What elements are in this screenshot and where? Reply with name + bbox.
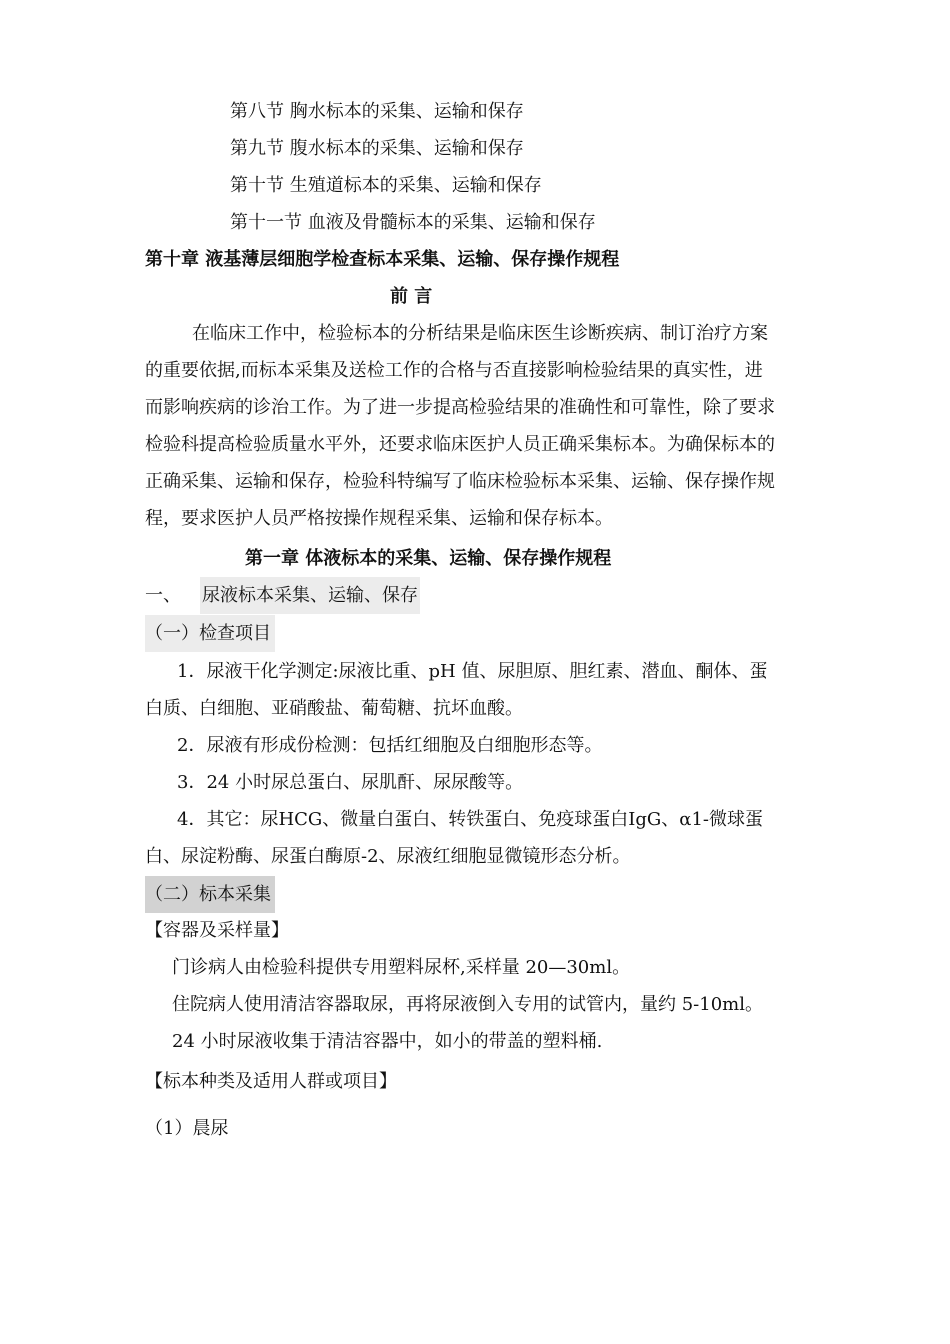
inspection-item-line: 4．其它：尿HCG、微量白蛋白、转铁蛋白、免疫球蛋白IgG、α1-微球蛋 (177, 809, 763, 830)
subsection-specimen-collection: （二）标本采集 (145, 876, 275, 913)
inspection-item-line: 白质、白细胞、亚硝酸盐、葡萄糖、抗坏血酸。 (145, 698, 523, 719)
preface-line: 检验科提高检验质量水平外，还要求临床医护人员正确采集标本。为确保标本的 (145, 434, 775, 455)
inspection-item-line: 1．尿液干化学测定:尿液比重、pH 值、尿胆原、胆红素、潜血、酮体、蛋 (177, 661, 768, 682)
preface-line: 正确采集、运输和保存，检验科特编写了临床检验标本采集、运输、保存操作规 (145, 471, 775, 492)
container-heading: 【容器及采样量】 (145, 920, 289, 941)
toc-section-9: 第九节 腹水标本的采集、运输和保存 (230, 138, 524, 159)
toc-section-8: 第八节 胸水标本的采集、运输和保存 (230, 101, 524, 122)
toc-section-11: 第十一节 血液及骨髓标本的采集、运输和保存 (230, 212, 596, 233)
chapter-1-title: 第一章 体液标本的采集、运输、保存操作规程 (245, 548, 612, 569)
preface-line: 程，要求医护人员严格按操作规程采集、运输和保存标本。 (145, 508, 613, 529)
section-1-title: 尿液标本采集、运输、保存 (200, 577, 420, 614)
toc-section-10: 第十节 生殖道标本的采集、运输和保存 (230, 175, 542, 196)
container-line: 24 小时尿液收集于清洁容器中，如小的带盖的塑料桶. (172, 1031, 603, 1052)
inspection-item-line: 白、尿淀粉酶、尿蛋白酶原-2、尿液红细胞显微镜形态分析。 (145, 846, 631, 867)
inspection-item-line: 3．24 小时尿总蛋白、尿肌酐、尿尿酸等。 (177, 772, 524, 793)
toc-chapter-10: 第十章 液基薄层细胞学检查标本采集、运输、保存操作规程 (145, 249, 620, 270)
preface-title: 前 言 (390, 286, 433, 307)
preface-line: 在临床工作中，检验标本的分析结果是临床医生诊断疾病、制订治疗方案 (192, 323, 768, 344)
preface-line: 而影响疾病的诊治工作。为了进一步提高检验结果的准确性和可靠性，除了要求 (145, 397, 775, 418)
preface-line: 的重要依据,而标本采集及送检工作的合格与否直接影响检验结果的真实性，进 (145, 360, 763, 381)
container-line: 住院病人使用清洁容器取尿，再将尿液倒入专用的试管内，量约 5-10ml。 (172, 994, 763, 1015)
section-1-number: 一、 (145, 585, 181, 606)
inspection-item-line: 2．尿液有形成份检测：包括红细胞及白细胞形态等。 (177, 735, 603, 756)
specimen-type-morning-urine: （1）晨尿 (145, 1118, 229, 1139)
subsection-inspection-items: （一）检查项目 (145, 615, 275, 652)
specimen-types-heading: 【标本种类及适用人群或项目】 (145, 1071, 397, 1092)
container-line: 门诊病人由检验科提供专用塑料尿杯,采样量 20—30ml。 (172, 957, 631, 978)
